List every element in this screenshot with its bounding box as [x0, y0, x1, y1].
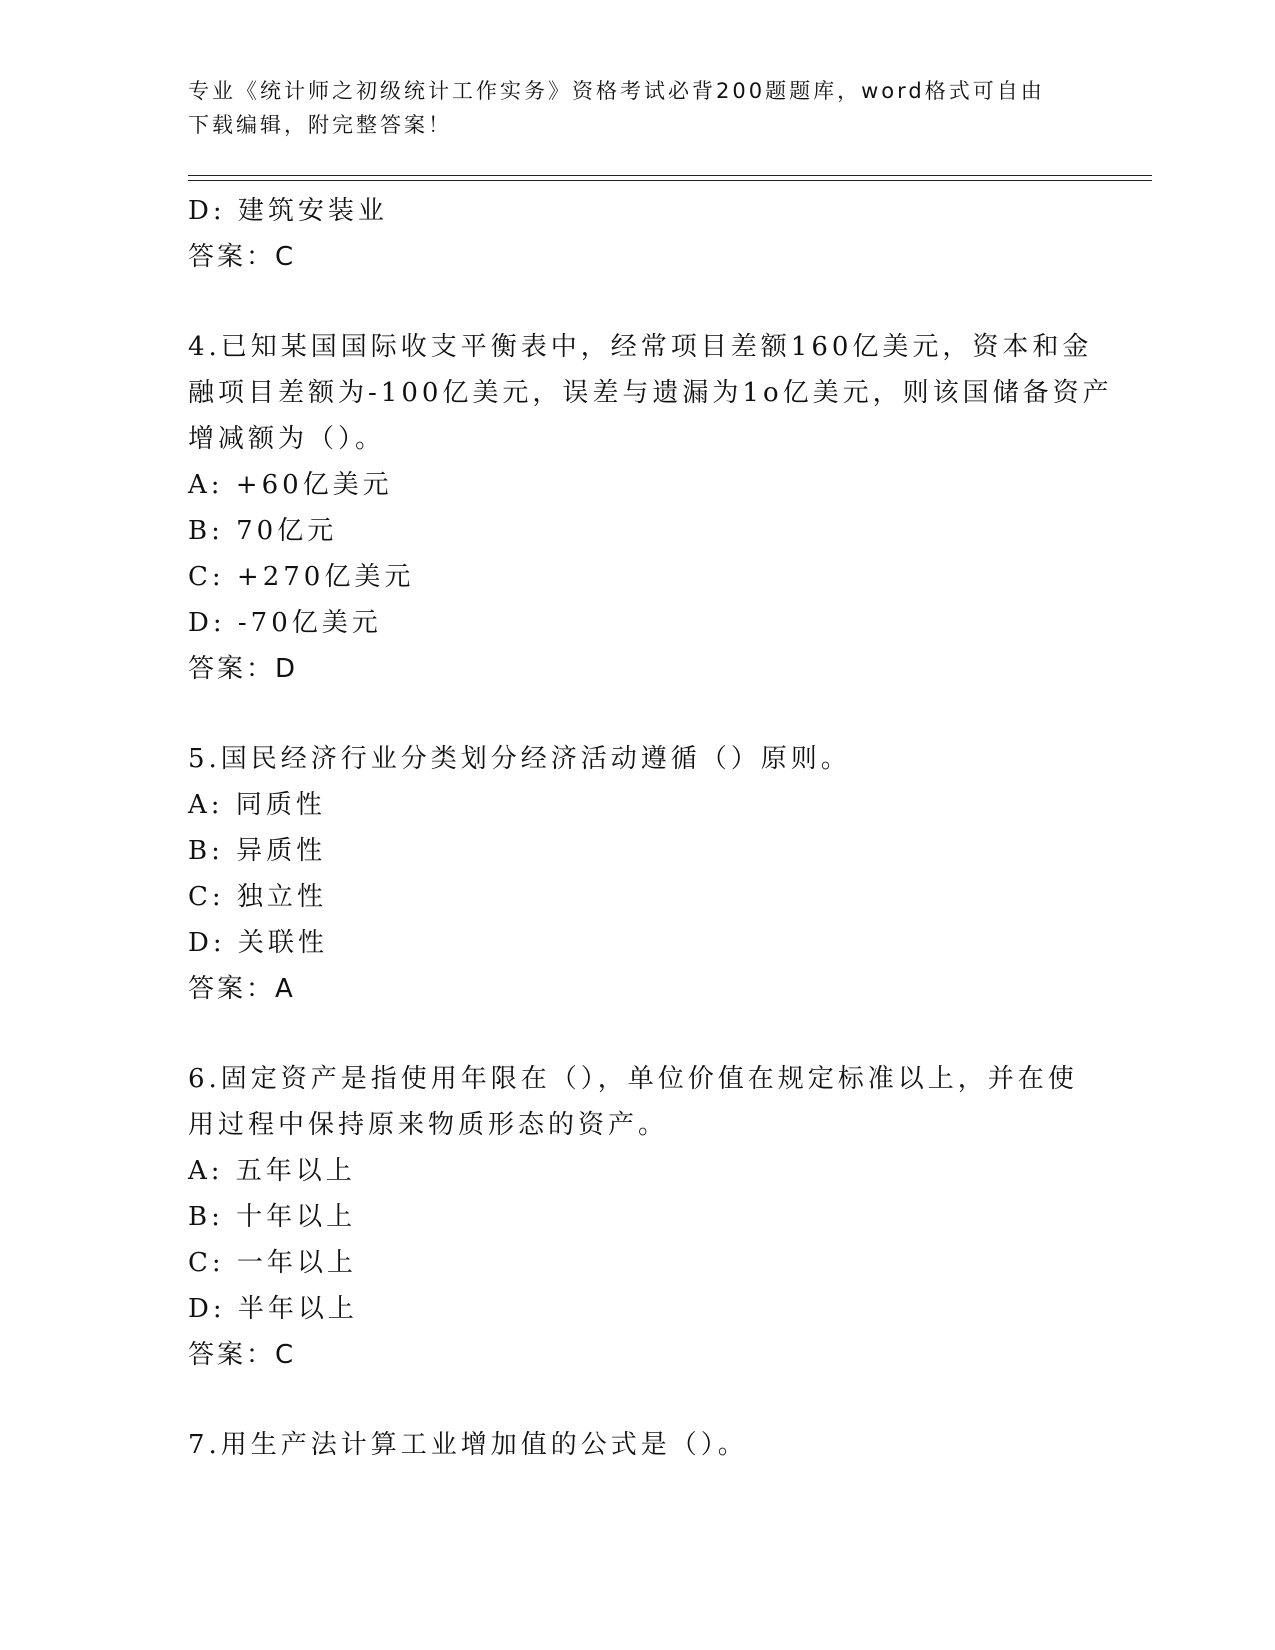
option-b: B: 70亿元 — [188, 516, 338, 546]
option-a: A: 五年以上 — [188, 1156, 356, 1186]
answer: 答案：C — [188, 242, 297, 272]
question-text-line: 融项目差额为-100亿美元，误差与遗漏为1o亿美元，则该国储备资产 — [188, 378, 1113, 408]
question-text-line: 7.用生产法计算工业增加值的公式是（）。 — [188, 1430, 748, 1460]
question-text-line: 增减额为（）。 — [188, 424, 386, 454]
option-d: D: 关联性 — [188, 928, 328, 958]
option-a: A: 同质性 — [188, 790, 326, 820]
option-b: B: 十年以上 — [188, 1202, 357, 1232]
page-header — [188, 74, 1068, 142]
question-4 — [188, 324, 1113, 692]
header-line-2: 下载编辑，附完整答案！ — [188, 113, 452, 137]
question-6 — [188, 1056, 1088, 1378]
option-d: D: 建筑安装业 — [188, 196, 388, 226]
answer: 答案：C — [188, 1340, 297, 1370]
header-divider-double — [188, 180, 1152, 181]
option-d: D: -70亿美元 — [188, 608, 382, 638]
question-7 — [188, 1422, 1088, 1468]
option-c: C: 一年以上 — [188, 1248, 357, 1278]
answer: 答案：A — [188, 974, 296, 1004]
header-divider — [188, 175, 1152, 176]
option-d: D: 半年以上 — [188, 1294, 358, 1324]
option-b: B: 异质性 — [188, 836, 327, 866]
option-a: A: +60亿美元 — [188, 470, 393, 500]
option-c: C: +270亿美元 — [188, 562, 415, 592]
question-text-line: 5.国民经济行业分类划分经济活动遵循（）原则。 — [188, 744, 851, 774]
option-c: C: 独立性 — [188, 882, 327, 912]
answer: 答案：D — [188, 654, 299, 684]
question-text-line: 6.固定资产是指使用年限在（），单位价值在规定标准以上，并在使 — [188, 1064, 1078, 1094]
question-text-line: 用过程中保持原来物质形态的资产。 — [188, 1110, 669, 1140]
header-line-1: 专业《统计师之初级统计工作实务》资格考试必背200题题库，word格式可自由 — [188, 79, 1045, 103]
question-text-line: 4.已知某国国际收支平衡表中，经常项目差额160亿美元，资本和金 — [188, 332, 1093, 362]
question-content — [188, 188, 1113, 1468]
question-5 — [188, 736, 1088, 1012]
